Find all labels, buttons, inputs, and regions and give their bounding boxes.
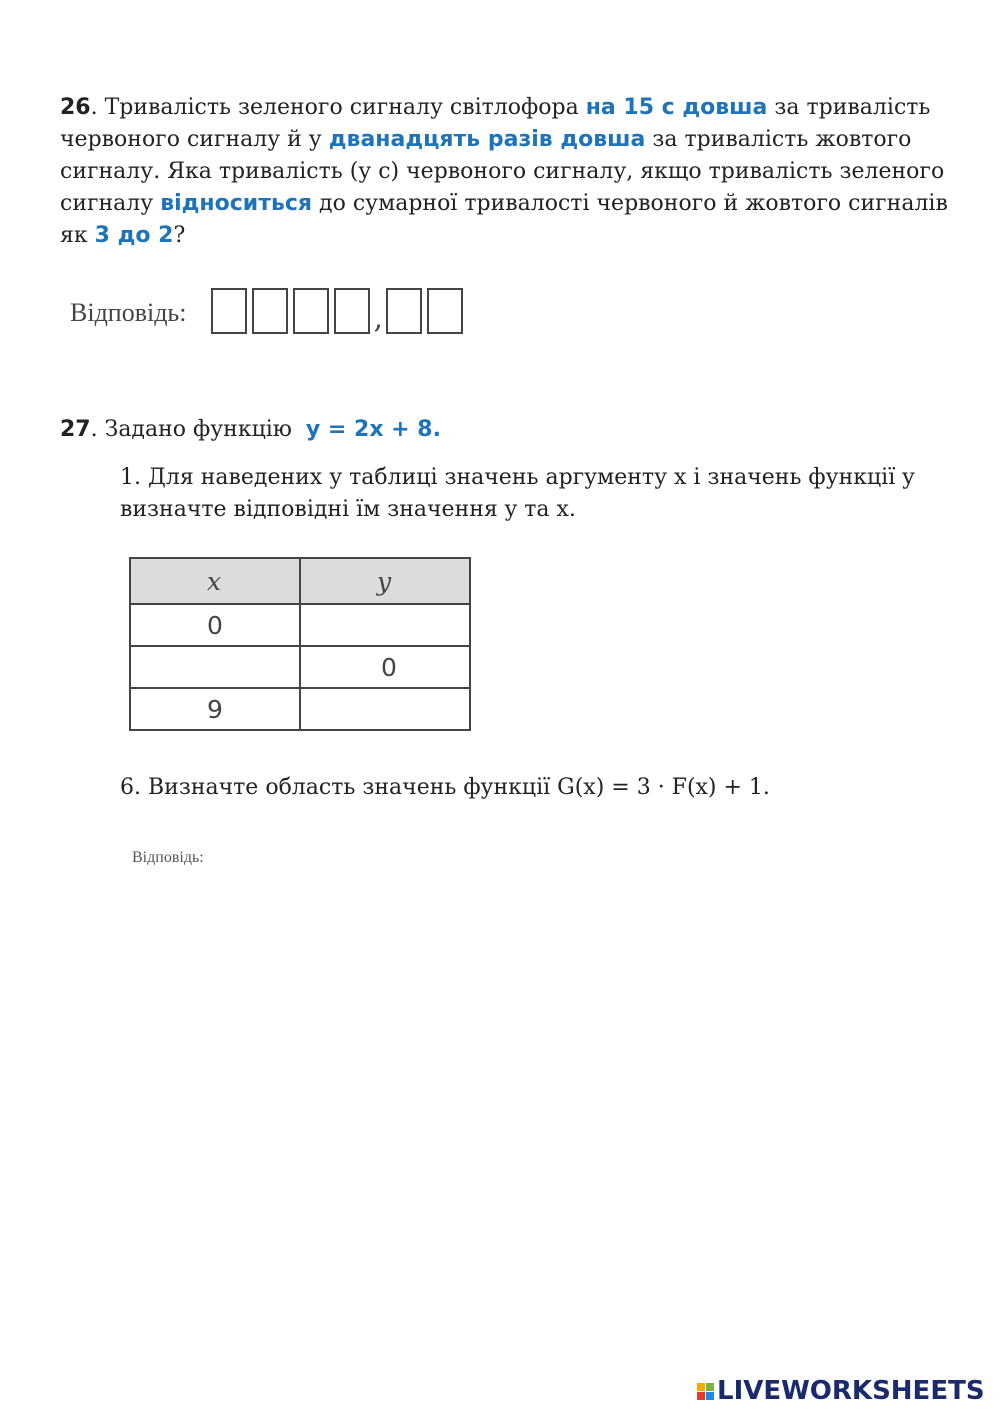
answer-digit-box[interactable]	[334, 288, 370, 334]
task-26-number: 26	[60, 95, 91, 120]
answer-decimal-box[interactable]	[427, 288, 463, 334]
cell-x: 0	[130, 604, 300, 646]
function-formula: y = 2x + 8.	[305, 417, 441, 442]
table-row	[130, 604, 470, 646]
logo-mark-icon	[697, 1383, 714, 1400]
table-header-row	[130, 558, 470, 604]
task-26-answer-row	[70, 288, 468, 334]
cell-y-input[interactable]	[300, 688, 470, 730]
header-x: x	[130, 558, 300, 604]
cell-x-input[interactable]	[130, 646, 300, 688]
cell-y: 0	[300, 646, 470, 688]
answer-digit-box[interactable]	[252, 288, 288, 334]
table-row	[130, 688, 470, 730]
liveworksheets-logo	[697, 1376, 985, 1406]
answer-label-small: Відповідь:	[132, 849, 204, 866]
decimal-comma: ,	[373, 301, 384, 336]
brand-name: LIVEWORKSHEETS	[717, 1376, 985, 1406]
cell-x: 9	[130, 688, 300, 730]
values-table	[129, 557, 471, 731]
answer-digit-box[interactable]	[293, 288, 329, 334]
task-27-heading: 27. Задано функцію y = 2x + 8.	[60, 417, 441, 442]
answer-label: Відповідь:	[70, 298, 187, 327]
task-26-text: 26. Тривалість зеленого сигналу світлофора на 15 с довша за тривалість червоного сигналу й у дванадцять разів довша за тривалість жовтого сигналу. Яка тривалість (у с) червоного сигналу, якщо тривалість зеленого сигналу відноситься до сумарної тривалості червоного й жовтого сигналів як 3 до 2?	[60, 95, 948, 248]
answer-decimal-box[interactable]	[386, 288, 422, 334]
subtask-1-text: 1. Для наведених у таблиці значень аргументу x і значень функції y визначте відповідні їм значення y та x.	[120, 465, 915, 522]
table-row	[130, 646, 470, 688]
cell-y-input[interactable]	[300, 604, 470, 646]
header-y: y	[300, 558, 470, 604]
answer-digit-box[interactable]	[211, 288, 247, 334]
task-27-number: 27	[60, 417, 91, 442]
subtask-6-text: 6. Визначте область значень функції G(x) = 3 · F(x) + 1.	[120, 775, 770, 800]
